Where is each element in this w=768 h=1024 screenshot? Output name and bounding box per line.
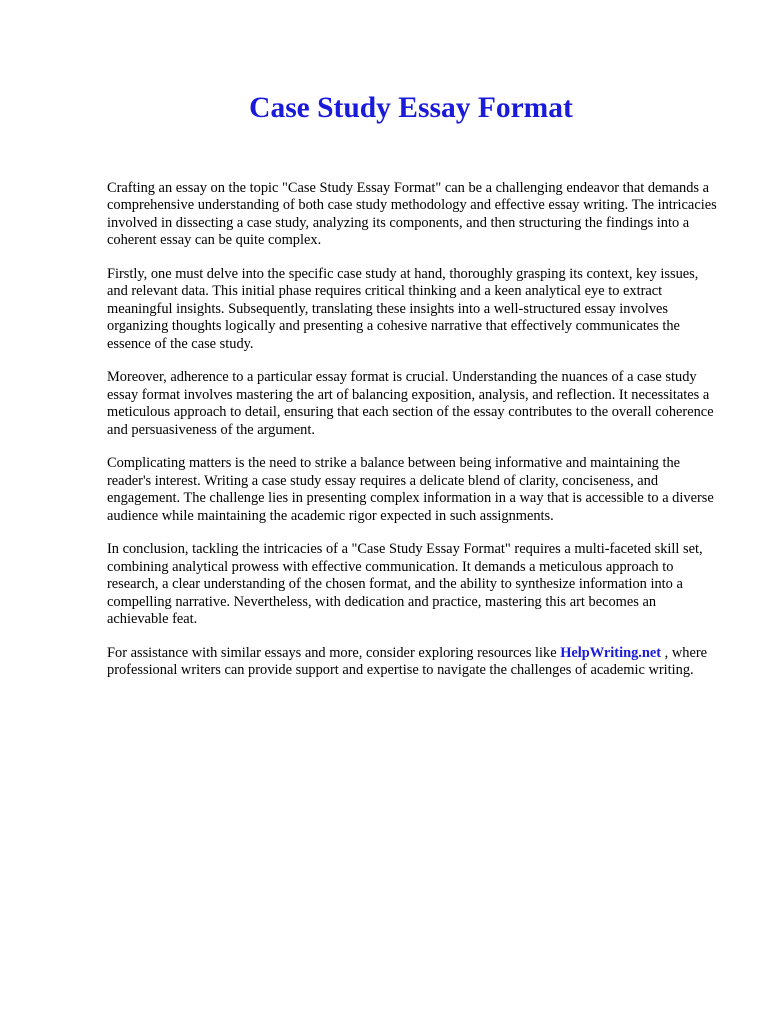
paragraph-conclusion: In conclusion, tackling the intricacies of a "Case Study Essay Format" requires a multi-faceted skill set, combining analytical prowess with effective communication. It demands a meticulous approach to research, a clear understanding of the chosen format, and the ability to synthesize information into a compelling narrative. Nevertheless, with dedication and practice, mastering this art becomes an achievable feat. <box>107 541 703 628</box>
helpwriting-link[interactable]: HelpWriting.net <box>560 644 662 661</box>
paragraph-format: Moreover, adherence to a particular essay format is crucial. Understanding the nuances of a case study essay format involves mastering the art of balancing exposition, analysis, and reflection. It necessitates a meticulous approach to detail, ensuring that each section of the essay contributes to the overall coherence and persuasiveness of the argument. <box>107 369 714 438</box>
page-title: Case Study Essay Format <box>249 92 573 124</box>
paragraph-intro: Crafting an essay on the topic "Case Study Essay Format" can be a challenging endeavor that demands a comprehensive understanding of both case study methodology and effective essay writing. The intricacies involved in dissecting a case study, analyzing its components, and then structuring the findings into a coherent essay can be quite complex. <box>107 180 717 249</box>
closing-text-before: For assistance with similar essays and more, consider exploring resources like <box>107 644 561 661</box>
paragraph-balance: Complicating matters is the need to strike a balance between being informative and maintaining the reader's interest. Writing a case study essay requires a delicate blend of clarity, conciseness, and engagement. The challenge lies in presenting complex information in a way that is accessible to a diverse audience while maintaining the academic rigor expected in such assignments. <box>107 455 714 524</box>
paragraph-analysis: Firstly, one must delve into the specific case study at hand, thoroughly grasping its context, key issues, and relevant data. This initial phase requires critical thinking and a keen analytical eye to extract meaningful insights. Subsequently, translating these insights into a well-structured essay involves organizing thoughts logically and presenting a cohesive narrative that effectively communicates the essence of the case study. <box>107 266 699 352</box>
document-body <box>107 180 717 696</box>
closing-text-after: , where professional writers can provide support and expertise to navigate the challenges of academic writing. <box>107 644 708 679</box>
paragraph-closing <box>107 645 717 680</box>
